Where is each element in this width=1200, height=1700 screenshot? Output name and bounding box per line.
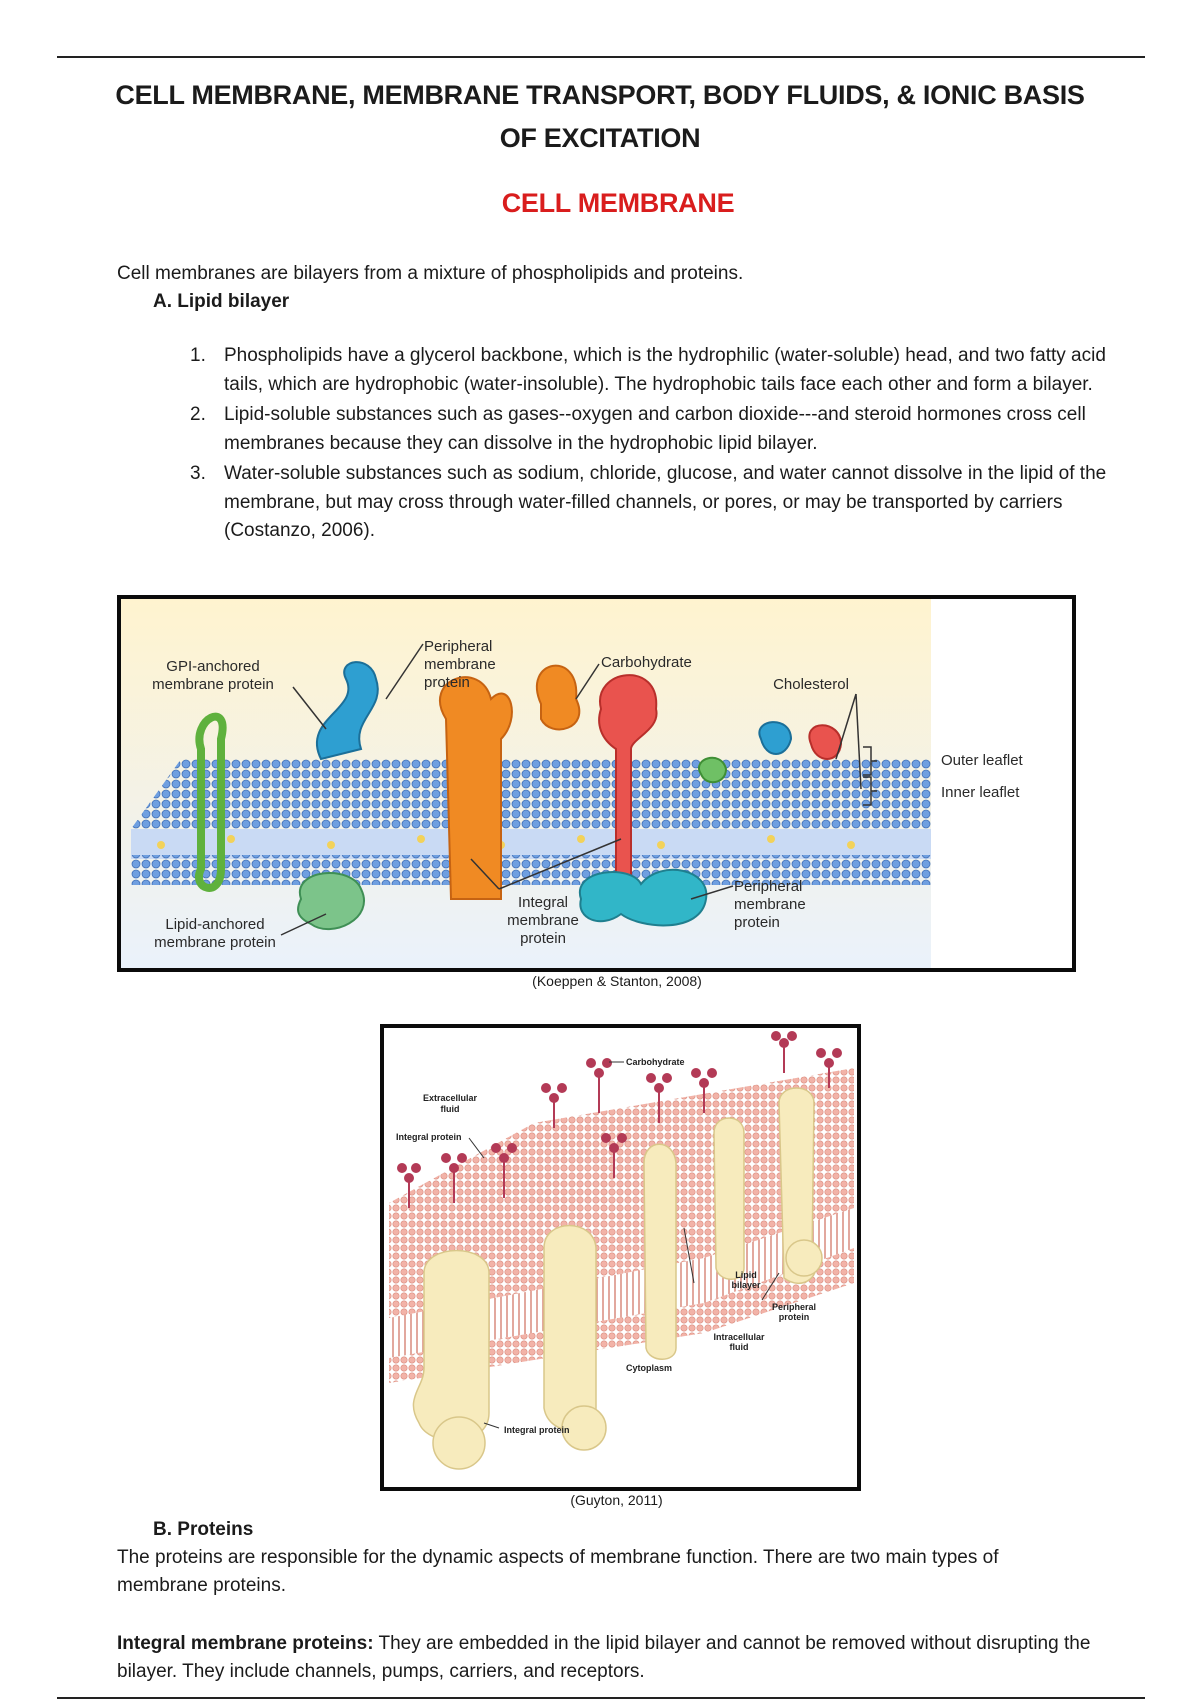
integral-paragraph: Integral membrane proteins: They are embedded in the lipid bilayer and cannot be removed without disrupting the bilayer. They include channels, pumps, carriers, and receptors. [117,1633,1091,1682]
svg-text:protein: protein [520,930,566,947]
membrane-illustration [121,599,1072,968]
svg-text:membrane: membrane [424,656,496,673]
svg-text:fluid: fluid [729,1342,749,1352]
fig2-label-carbohydrate: Carbohydrate [626,1057,685,1067]
svg-text:membrane protein: membrane protein [154,934,276,951]
membrane-figure-guyton [380,1024,861,1491]
fig2-label-intracellular: Intracellular [713,1332,765,1342]
label-peripheral-top: Peripheral [424,638,493,655]
svg-text:protein: protein [424,674,470,691]
label-gpi: GPI-anchored [166,658,260,675]
subsection-b-heading: B. Proteins [153,1519,254,1540]
svg-text:bilayer: bilayer [731,1280,761,1290]
lipid-tails [131,829,931,859]
svg-text:protein: protein [734,914,780,931]
lipid-anchored-protein-green [298,873,364,929]
intro-text: Cell membranes are bilayers from a mixture of phospholipids and proteins. [117,263,744,284]
label-outer-leaflet: Outer leaflet [941,752,1023,769]
fig2-label-integral-bottom: Integral protein [504,1425,570,1435]
svg-text:membrane: membrane [507,912,579,929]
label-inner-leaflet: Inner leaflet [941,784,1020,801]
svg-text:protein: protein [778,1312,810,1322]
integral-heading: Integral membrane proteins: [117,1633,374,1654]
figure2-caption: (Guyton, 2011) [570,1492,663,1508]
fig2-label-peripheral: Peripheral [771,1302,817,1312]
fig2-label-cytoplasm: Cytoplasm [625,1363,673,1373]
label-integral: Integral [517,894,569,911]
list-item: 1. Phospholipids have a glycerol backbone, which is the hydrophilic (water-soluble) head, and two fatty acid tails, which are hydrophobic (water-insoluble). The hydrophobic tails face each other and form a bilayer. [190,345,1106,395]
lipid-bilayer-points [190,342,1120,548]
list-item: 3. Water-soluble substances such as sodium, chloride, glucose, and water cannot dissolve in the lipid of the membrane, but may cross through water-filled channels, or pores, or may be transported by carriers (Costanzo, 2006). [190,463,1107,541]
top-rule [57,56,1145,58]
svg-text:membrane protein: membrane protein [152,676,274,693]
page-title: CELL MEMBRANE, MEMBRANE TRANSPORT, BODY FLUIDS, & IONIC BASIS OF EXCITATION [115,80,1085,153]
label-cholesterol: Cholesterol [773,676,849,693]
label-carbohydrate: Carbohydrate [601,654,692,671]
section-title: CELL MEMBRANE [501,188,735,218]
svg-text:membrane: membrane [734,896,806,913]
fig2-label-integral-top: Integral protein [396,1132,462,1142]
proteins-paragraph: The proteins are responsible for the dynamic aspects of membrane function. There are two main types of membrane proteins. [117,1547,999,1596]
label-peripheral-bottom: Peripheral [734,878,803,895]
list-item: 2. Lipid-soluble substances such as gases--oxygen and carbon dioxide---and steroid hormones cross cell membranes because they can dissolve in the hydrophobic lipid bilayer. [190,404,1086,454]
outer-leaflet-heads [131,759,931,829]
fig2-label-extracellular: Extracellular [422,1093,478,1103]
bottom-rule [57,1697,1145,1699]
inner-leaflet-heads [131,855,931,885]
svg-text:fluid: fluid [440,1104,460,1114]
label-lipid-anchored: Lipid-anchored [165,916,265,933]
subsection-a-heading: A. Lipid bilayer [153,291,290,312]
membrane-illustration-2 [384,1028,857,1487]
figure1-caption: (Koeppen & Stanton, 2008) [532,973,702,989]
fig2-label-lipid-bilayer: Lipid [735,1270,757,1280]
membrane-figure-koeppen [117,595,1076,972]
